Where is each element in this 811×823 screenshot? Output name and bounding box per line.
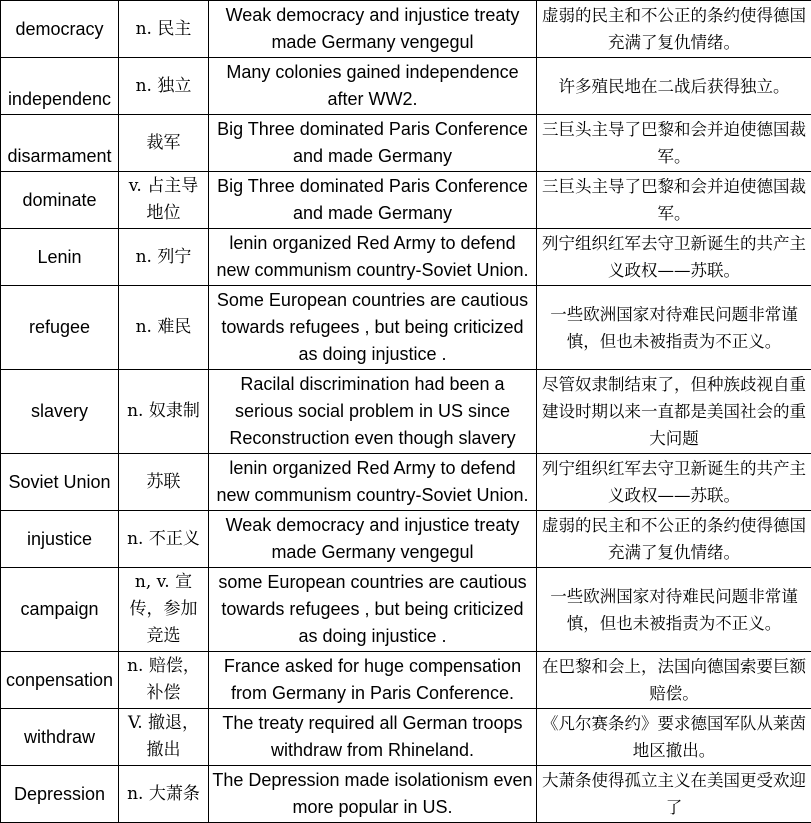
english-sentence-cell: lenin organized Red Army to defend new communism country-Soviet Union. xyxy=(209,229,537,286)
chinese-sentence-cell: 列宁组织红军去守卫新诞生的共产主义政权——苏联。 xyxy=(537,454,811,511)
part-of-speech-cell: v. 占主导地位 xyxy=(119,172,209,229)
word-cell: conpensation xyxy=(1,652,119,709)
word-cell: campaign xyxy=(1,568,119,652)
part-of-speech-cell: n. 奴隶制 xyxy=(119,370,209,454)
part-of-speech-cell: n. 不正义 xyxy=(119,511,209,568)
word-cell: independenc xyxy=(1,58,119,115)
table-row xyxy=(1,58,811,115)
english-sentence-cell: Many colonies gained independence after WW2. xyxy=(209,58,537,115)
part-of-speech-cell: n. 大萧条 xyxy=(119,766,209,823)
part-of-speech-cell: 苏联 xyxy=(119,454,209,511)
table-row xyxy=(1,568,811,652)
part-of-speech-cell: n. 民主 xyxy=(119,1,209,58)
part-of-speech-cell: 裁军 xyxy=(119,115,209,172)
part-of-speech-cell: n, v. 宣传，参加竞选 xyxy=(119,568,209,652)
word-cell: slavery xyxy=(1,370,119,454)
table-row xyxy=(1,172,811,229)
chinese-sentence-cell: 虚弱的民主和不公正的条约使得德国充满了复仇情绪。 xyxy=(537,1,811,58)
english-sentence-cell: The treaty required all German troops withdraw from Rhineland. xyxy=(209,709,537,766)
chinese-sentence-cell: 一些欧洲国家对待难民问题非常谨慎，但也未被指责为不正义。 xyxy=(537,568,811,652)
chinese-sentence-cell: 三巨头主导了巴黎和会并迫使德国裁军。 xyxy=(537,172,811,229)
table-row xyxy=(1,709,811,766)
english-sentence-cell: Weak democracy and injustice treaty made Germany vengegul xyxy=(209,1,537,58)
table-row xyxy=(1,115,811,172)
english-sentence-cell: Racilal discrimination had been a serious social problem in US since Reconstruction even though slavery xyxy=(209,370,537,454)
word-cell: refugee xyxy=(1,286,119,370)
english-sentence-cell: lenin organized Red Army to defend new communism country-Soviet Union. xyxy=(209,454,537,511)
table-row xyxy=(1,766,811,823)
chinese-sentence-cell: 尽管奴隶制结束了，但种族歧视自重建设时期以来一直都是美国社会的重大问题 xyxy=(537,370,811,454)
part-of-speech-cell: V. 撤退，撤出 xyxy=(119,709,209,766)
english-sentence-cell: Weak democracy and injustice treaty made Germany vengegul xyxy=(209,511,537,568)
table-row xyxy=(1,286,811,370)
table-row xyxy=(1,652,811,709)
english-sentence-cell: Some European countries are cautious towards refugees , but being criticized as doing injustice . xyxy=(209,286,537,370)
table-row xyxy=(1,454,811,511)
chinese-sentence-cell: 《凡尔赛条约》要求德国军队从莱茵地区撤出。 xyxy=(537,709,811,766)
word-cell: injustice xyxy=(1,511,119,568)
part-of-speech-cell: n. 列宁 xyxy=(119,229,209,286)
chinese-sentence-cell: 虚弱的民主和不公正的条约使得德国充满了复仇情绪。 xyxy=(537,511,811,568)
table-row xyxy=(1,370,811,454)
word-cell: dominate xyxy=(1,172,119,229)
chinese-sentence-cell: 许多殖民地在二战后获得独立。 xyxy=(537,58,811,115)
english-sentence-cell: The Depression made isolationism even more popular in US. xyxy=(209,766,537,823)
chinese-sentence-cell: 大萧条使得孤立主义在美国更受欢迎了 xyxy=(537,766,811,823)
word-cell: Soviet Union xyxy=(1,454,119,511)
table-row xyxy=(1,229,811,286)
chinese-sentence-cell: 在巴黎和会上，法国向德国索要巨额赔偿。 xyxy=(537,652,811,709)
word-cell: withdraw xyxy=(1,709,119,766)
table-row xyxy=(1,1,811,58)
part-of-speech-cell: n. 赔偿，补偿 xyxy=(119,652,209,709)
english-sentence-cell: some European countries are cautious towards refugees , but being criticized as doing injustice . xyxy=(209,568,537,652)
chinese-sentence-cell: 三巨头主导了巴黎和会并迫使德国裁军。 xyxy=(537,115,811,172)
chinese-sentence-cell: 一些欧洲国家对待难民问题非常谨慎，但也未被指责为不正义。 xyxy=(537,286,811,370)
english-sentence-cell: Big Three dominated Paris Conference and made Germany xyxy=(209,115,537,172)
word-cell: Depression xyxy=(1,766,119,823)
part-of-speech-cell: n. 难民 xyxy=(119,286,209,370)
part-of-speech-cell: n. 独立 xyxy=(119,58,209,115)
english-sentence-cell: Big Three dominated Paris Conference and made Germany xyxy=(209,172,537,229)
chinese-sentence-cell: 列宁组织红军去守卫新诞生的共产主义政权——苏联。 xyxy=(537,229,811,286)
english-sentence-cell: France asked for huge compensation from Germany in Paris Conference. xyxy=(209,652,537,709)
word-cell: democracy xyxy=(1,1,119,58)
table-row xyxy=(1,511,811,568)
word-cell: disarmament xyxy=(1,115,119,172)
word-cell: Lenin xyxy=(1,229,119,286)
